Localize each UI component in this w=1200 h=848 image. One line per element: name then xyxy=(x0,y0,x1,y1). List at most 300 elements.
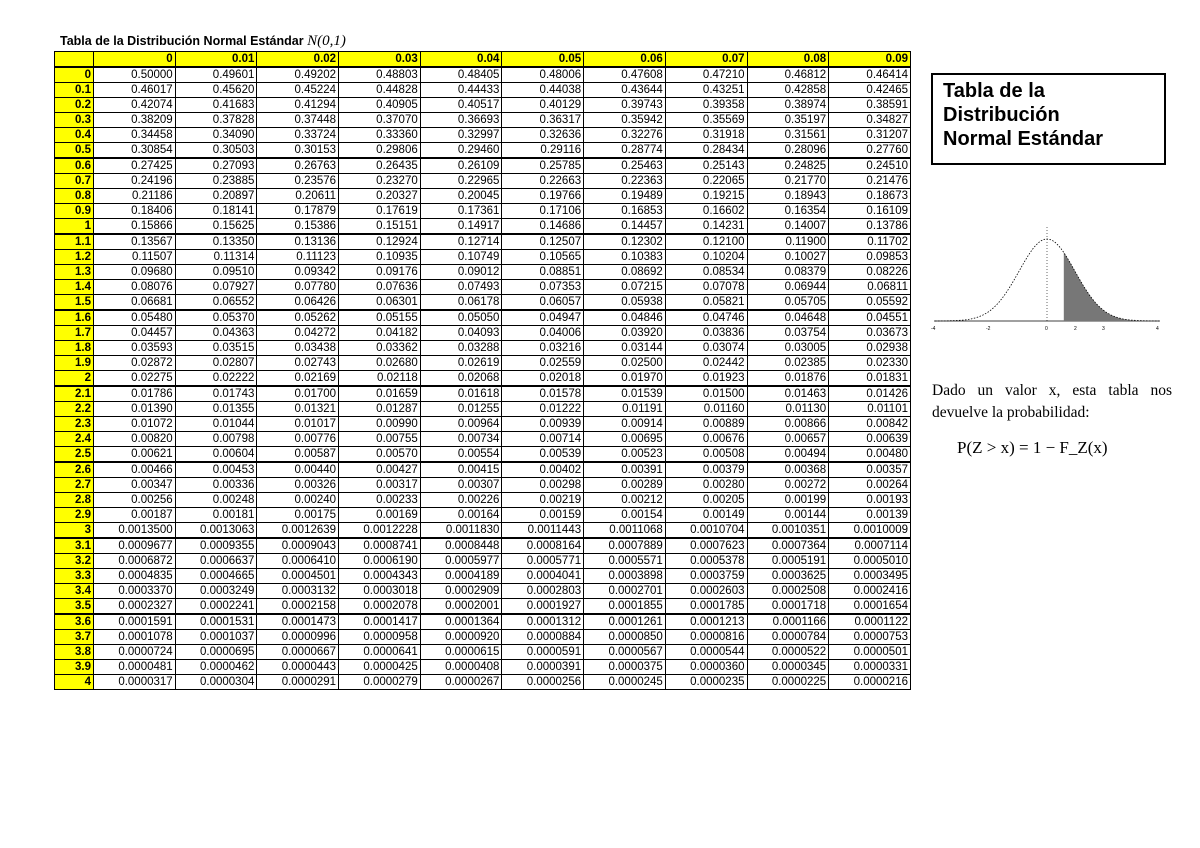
table-cell: 0.00866 xyxy=(747,417,829,432)
table-cell: 0.0000996 xyxy=(257,630,339,645)
row-header: 2.4 xyxy=(55,432,94,447)
table-cell: 0.34827 xyxy=(829,113,911,128)
table-cell: 0.04457 xyxy=(94,326,176,341)
table-cell: 0.01786 xyxy=(94,386,176,402)
table-cell: 0.0003370 xyxy=(94,584,176,599)
table-cell: 0.00842 xyxy=(829,417,911,432)
table-cell: 0.44433 xyxy=(420,83,502,98)
table-row xyxy=(55,599,911,615)
row-header: 2.2 xyxy=(55,402,94,417)
table-cell: 0.0004189 xyxy=(420,569,502,584)
table-cell: 0.0002508 xyxy=(747,584,829,599)
table-cell: 0.09510 xyxy=(175,265,257,280)
table-cell: 0.0000501 xyxy=(829,645,911,660)
row-header: 3.9 xyxy=(55,660,94,675)
table-cell: 0.00280 xyxy=(665,478,747,493)
svg-text:-2: -2 xyxy=(986,326,991,332)
table-cell: 0.01426 xyxy=(829,386,911,402)
table-cell: 0.09176 xyxy=(339,265,421,280)
table-cell: 0.0005977 xyxy=(420,554,502,569)
table-cell: 0.23270 xyxy=(339,174,421,189)
table-cell: 0.29460 xyxy=(420,143,502,159)
table-cell: 0.0000267 xyxy=(420,675,502,690)
table-cell: 0.15625 xyxy=(175,219,257,235)
row-header: 3.2 xyxy=(55,554,94,569)
table-cell: 0.00149 xyxy=(665,508,747,523)
table-row xyxy=(55,98,911,113)
table-cell: 0.00914 xyxy=(584,417,666,432)
table-cell: 0.00181 xyxy=(175,508,257,523)
table-cell: 0.0000753 xyxy=(829,630,911,645)
row-header: 1.6 xyxy=(55,310,94,326)
table-cell: 0.0005378 xyxy=(665,554,747,569)
table-cell: 0.0001078 xyxy=(94,630,176,645)
table-cell: 0.15866 xyxy=(94,219,176,235)
table-cell: 0.27425 xyxy=(94,158,176,174)
table-cell: 0.30153 xyxy=(257,143,339,159)
table-cell: 0.00379 xyxy=(665,462,747,478)
table-cell: 0.0002701 xyxy=(584,584,666,599)
column-header: 0.09 xyxy=(829,52,911,68)
table-cell: 0.00144 xyxy=(747,508,829,523)
table-cell: 0.05705 xyxy=(747,295,829,311)
table-cell: 0.11900 xyxy=(747,234,829,250)
row-header: 1.7 xyxy=(55,326,94,341)
svg-text:4: 4 xyxy=(1156,326,1159,332)
table-cell: 0.0006637 xyxy=(175,554,257,569)
table-cell: 0.0001718 xyxy=(747,599,829,615)
table-cell: 0.01390 xyxy=(94,402,176,417)
table-cell: 0.07636 xyxy=(339,280,421,295)
table-row xyxy=(55,508,911,523)
table-cell: 0.0001473 xyxy=(257,614,339,630)
normal-notation: N(0,1) xyxy=(307,33,346,49)
table-cell: 0.0000443 xyxy=(257,660,339,675)
table-cell: 0.01222 xyxy=(502,402,584,417)
row-header: 2.5 xyxy=(55,447,94,463)
row-group xyxy=(55,386,911,462)
table-cell: 0.07078 xyxy=(665,280,747,295)
row-header: 3.6 xyxy=(55,614,94,630)
table-cell: 0.42858 xyxy=(747,83,829,98)
table-cell: 0.0000695 xyxy=(175,645,257,660)
table-row xyxy=(55,174,911,189)
table-row xyxy=(55,630,911,645)
table-row xyxy=(55,128,911,143)
row-header: 1.9 xyxy=(55,356,94,371)
table-cell: 0.0003625 xyxy=(747,569,829,584)
table-cell: 0.24825 xyxy=(747,158,829,174)
table-cell: 0.09342 xyxy=(257,265,339,280)
probability-formula: P(Z > x) = 1 − F_Z(x) xyxy=(957,438,1108,457)
table-cell: 0.10935 xyxy=(339,250,421,265)
table-cell: 0.12714 xyxy=(420,234,502,250)
table-cell: 0.03754 xyxy=(747,326,829,341)
table-cell: 0.10027 xyxy=(747,250,829,265)
table-cell: 0.00264 xyxy=(829,478,911,493)
table-cell: 0.0000225 xyxy=(747,675,829,690)
table-cell: 0.01463 xyxy=(747,386,829,402)
row-header: 1 xyxy=(55,219,94,235)
row-header: 0.3 xyxy=(55,113,94,128)
table-cell: 0.0010704 xyxy=(665,523,747,539)
table-row xyxy=(55,83,911,98)
table-cell: 0.00272 xyxy=(747,478,829,493)
table-cell: 0.33724 xyxy=(257,128,339,143)
column-header: 0.04 xyxy=(420,52,502,68)
table-cell: 0.00427 xyxy=(339,462,421,478)
table-cell: 0.16109 xyxy=(829,204,911,219)
table-cell: 0.01017 xyxy=(257,417,339,432)
table-cell: 0.22363 xyxy=(584,174,666,189)
table-cell: 0.01618 xyxy=(420,386,502,402)
table-cell: 0.02222 xyxy=(175,371,257,387)
table-cell: 0.00248 xyxy=(175,493,257,508)
table-cell: 0.32636 xyxy=(502,128,584,143)
table-cell: 0.0008448 xyxy=(420,538,502,554)
row-group xyxy=(55,67,911,158)
table-cell: 0.02743 xyxy=(257,356,339,371)
table-cell: 0.28434 xyxy=(665,143,747,159)
table-cell: 0.02938 xyxy=(829,341,911,356)
table-cell: 0.0001591 xyxy=(94,614,176,630)
table-cell: 0.0002158 xyxy=(257,599,339,615)
row-header: 1.3 xyxy=(55,265,94,280)
table-cell: 0.00604 xyxy=(175,447,257,463)
table-row xyxy=(55,538,911,554)
table-cell: 0.32276 xyxy=(584,128,666,143)
table-cell: 0.10204 xyxy=(665,250,747,265)
table-cell: 0.0009355 xyxy=(175,538,257,554)
table-cell: 0.0005771 xyxy=(502,554,584,569)
table-cell: 0.11123 xyxy=(257,250,339,265)
table-cell: 0.12302 xyxy=(584,234,666,250)
table-cell: 0.00798 xyxy=(175,432,257,447)
table-cell: 0.05370 xyxy=(175,310,257,326)
table-cell: 0.31918 xyxy=(665,128,747,143)
table-cell: 0.06944 xyxy=(747,280,829,295)
table-cell: 0.05938 xyxy=(584,295,666,311)
table-cell: 0.02330 xyxy=(829,356,911,371)
table-cell: 0.0003249 xyxy=(175,584,257,599)
table-row xyxy=(55,569,911,584)
table-cell: 0.00523 xyxy=(584,447,666,463)
table-cell: 0.00256 xyxy=(94,493,176,508)
table-cell: 0.0003898 xyxy=(584,569,666,584)
table-cell: 0.0000291 xyxy=(257,675,339,690)
table-cell: 0.00453 xyxy=(175,462,257,478)
table-cell: 0.03288 xyxy=(420,341,502,356)
table-cell: 0.41294 xyxy=(257,98,339,113)
table-cell: 0.0011068 xyxy=(584,523,666,539)
table-cell: 0.0000245 xyxy=(584,675,666,690)
row-group xyxy=(55,614,911,690)
table-cell: 0.01044 xyxy=(175,417,257,432)
table-cell: 0.0000591 xyxy=(502,645,584,660)
table-cell: 0.07927 xyxy=(175,280,257,295)
table-row xyxy=(55,660,911,675)
table-cell: 0.04272 xyxy=(257,326,339,341)
table-cell: 0.0013063 xyxy=(175,523,257,539)
row-header: 3.1 xyxy=(55,538,94,554)
table-cell: 0.01700 xyxy=(257,386,339,402)
row-header: 3.7 xyxy=(55,630,94,645)
table-cell: 0.04363 xyxy=(175,326,257,341)
table-cell: 0.26109 xyxy=(420,158,502,174)
table-cell: 0.00193 xyxy=(829,493,911,508)
row-header: 0.8 xyxy=(55,189,94,204)
table-cell: 0.0005571 xyxy=(584,554,666,569)
table-cell: 0.00289 xyxy=(584,478,666,493)
table-cell: 0.01255 xyxy=(420,402,502,417)
table-cell: 0.0000331 xyxy=(829,660,911,675)
table-cell: 0.0000360 xyxy=(665,660,747,675)
table-row xyxy=(55,523,911,539)
table-cell: 0.00226 xyxy=(420,493,502,508)
table-cell: 0.22065 xyxy=(665,174,747,189)
table-cell: 0.35197 xyxy=(747,113,829,128)
table-cell: 0.31561 xyxy=(747,128,829,143)
table-cell: 0.40905 xyxy=(339,98,421,113)
table-cell: 0.00307 xyxy=(420,478,502,493)
table-cell: 0.02275 xyxy=(94,371,176,387)
table-cell: 0.26763 xyxy=(257,158,339,174)
table-row xyxy=(55,189,911,204)
column-header: 0.03 xyxy=(339,52,421,68)
table-cell: 0.16602 xyxy=(665,204,747,219)
table-cell: 0.00154 xyxy=(584,508,666,523)
table-cell: 0.05592 xyxy=(829,295,911,311)
table-cell: 0.0000567 xyxy=(584,645,666,660)
table-row xyxy=(55,493,911,508)
table-row xyxy=(55,143,911,159)
table-cell: 0.00205 xyxy=(665,493,747,508)
table-cell: 0.0001312 xyxy=(502,614,584,630)
table-cell: 0.0010009 xyxy=(829,523,911,539)
table-cell: 0.32997 xyxy=(420,128,502,143)
table-row xyxy=(55,234,911,250)
table-cell: 0.0007114 xyxy=(829,538,911,554)
table-cell: 0.07493 xyxy=(420,280,502,295)
table-cell: 0.06178 xyxy=(420,295,502,311)
table-cell: 0.12924 xyxy=(339,234,421,250)
normal-curve-plot xyxy=(928,210,1168,340)
table-cell: 0.0007889 xyxy=(584,538,666,554)
table-cell: 0.02068 xyxy=(420,371,502,387)
table-row xyxy=(55,554,911,569)
table-cell: 0.0003495 xyxy=(829,569,911,584)
table-cell: 0.18141 xyxy=(175,204,257,219)
table-cell: 0.0000235 xyxy=(665,675,747,690)
row-header: 1.2 xyxy=(55,250,94,265)
table-cell: 0.0011443 xyxy=(502,523,584,539)
table-cell: 0.03438 xyxy=(257,341,339,356)
table-cell: 0.0002603 xyxy=(665,584,747,599)
table-cell: 0.28096 xyxy=(747,143,829,159)
table-cell: 0.00714 xyxy=(502,432,584,447)
plot-ticks xyxy=(931,326,1159,332)
svg-text:-4: -4 xyxy=(931,326,936,332)
table-row xyxy=(55,447,911,463)
table-cell: 0.07353 xyxy=(502,280,584,295)
table-cell: 0.00990 xyxy=(339,417,421,432)
table-row xyxy=(55,417,911,432)
table-cell: 0.00219 xyxy=(502,493,584,508)
row-header: 3.5 xyxy=(55,599,94,615)
table-cell: 0.13786 xyxy=(829,219,911,235)
table-cell: 0.00298 xyxy=(502,478,584,493)
row-group xyxy=(55,462,911,538)
table-cell: 0.0001261 xyxy=(584,614,666,630)
table-cell: 0.43251 xyxy=(665,83,747,98)
row-header: 0.7 xyxy=(55,174,94,189)
table-cell: 0.12507 xyxy=(502,234,584,250)
table-title xyxy=(60,33,346,50)
table-cell: 0.0000462 xyxy=(175,660,257,675)
table-cell: 0.00139 xyxy=(829,508,911,523)
table-cell: 0.0004343 xyxy=(339,569,421,584)
table-cell: 0.14231 xyxy=(665,219,747,235)
table-cell: 0.0000784 xyxy=(747,630,829,645)
table-cell: 0.40517 xyxy=(420,98,502,113)
table-cell: 0.02500 xyxy=(584,356,666,371)
table-cell: 0.40129 xyxy=(502,98,584,113)
table-row xyxy=(55,158,911,174)
table-cell: 0.0000425 xyxy=(339,660,421,675)
side-title-line: Normal Estándar xyxy=(943,128,1104,150)
table-cell: 0.35942 xyxy=(584,113,666,128)
table-cell: 0.18406 xyxy=(94,204,176,219)
table-cell: 0.04846 xyxy=(584,310,666,326)
svg-text:0: 0 xyxy=(1045,326,1048,332)
table-cell: 0.00889 xyxy=(665,417,747,432)
table-cell: 0.01072 xyxy=(94,417,176,432)
table-cell: 0.37448 xyxy=(257,113,339,128)
table-cell: 0.0012228 xyxy=(339,523,421,539)
table-cell: 0.00169 xyxy=(339,508,421,523)
table-cell: 0.29116 xyxy=(502,143,584,159)
table-cell: 0.23885 xyxy=(175,174,257,189)
table-cell: 0.18673 xyxy=(829,189,911,204)
table-cell: 0.00508 xyxy=(665,447,747,463)
table-cell: 0.15151 xyxy=(339,219,421,235)
table-cell: 0.08692 xyxy=(584,265,666,280)
table-cell: 0.0001122 xyxy=(829,614,911,630)
table-row xyxy=(55,341,911,356)
table-cell: 0.0005010 xyxy=(829,554,911,569)
table-cell: 0.03673 xyxy=(829,326,911,341)
table-cell: 0.36317 xyxy=(502,113,584,128)
table-cell: 0.04182 xyxy=(339,326,421,341)
table-cell: 0.10749 xyxy=(420,250,502,265)
table-cell: 0.0012639 xyxy=(257,523,339,539)
table-cell: 0.00440 xyxy=(257,462,339,478)
table-cell: 0.01876 xyxy=(747,371,829,387)
table-row xyxy=(55,462,911,478)
table-cell: 0.14686 xyxy=(502,219,584,235)
table-cell: 0.16853 xyxy=(584,204,666,219)
table-cell: 0.46414 xyxy=(829,67,911,83)
table-cell: 0.00639 xyxy=(829,432,911,447)
table-cell: 0.0000345 xyxy=(747,660,829,675)
table-cell: 0.00357 xyxy=(829,462,911,478)
table-cell: 0.0004041 xyxy=(502,569,584,584)
table-row xyxy=(55,67,911,83)
table-cell: 0.14457 xyxy=(584,219,666,235)
table-cell: 0.00587 xyxy=(257,447,339,463)
table-cell: 0.48405 xyxy=(420,67,502,83)
table-cell: 0.03836 xyxy=(665,326,747,341)
row-header: 3.3 xyxy=(55,569,94,584)
table-cell: 0.16354 xyxy=(747,204,829,219)
table-cell: 0.22663 xyxy=(502,174,584,189)
table-title-text: Tabla de la Distribución Normal Estándar xyxy=(60,34,304,48)
row-header: 2.9 xyxy=(55,508,94,523)
table-cell: 0.15386 xyxy=(257,219,339,235)
row-header: 2.8 xyxy=(55,493,94,508)
column-header: 0.08 xyxy=(747,52,829,68)
table-cell: 0.07780 xyxy=(257,280,339,295)
table-cell: 0.06057 xyxy=(502,295,584,311)
table-cell: 0.00480 xyxy=(829,447,911,463)
table-cell: 0.23576 xyxy=(257,174,339,189)
table-cell: 0.06681 xyxy=(94,295,176,311)
column-header: 0.05 xyxy=(502,52,584,68)
table-cell: 0.05480 xyxy=(94,310,176,326)
table-cell: 0.17879 xyxy=(257,204,339,219)
normal-distribution-table xyxy=(54,51,911,690)
table-cell: 0.00964 xyxy=(420,417,502,432)
table-cell: 0.00695 xyxy=(584,432,666,447)
table-cell: 0.00175 xyxy=(257,508,339,523)
table-cell: 0.01500 xyxy=(665,386,747,402)
table-cell: 0.0000216 xyxy=(829,675,911,690)
column-header: 0.06 xyxy=(584,52,666,68)
table-cell: 0.00368 xyxy=(747,462,829,478)
table-cell: 0.0000304 xyxy=(175,675,257,690)
table-cell: 0.20045 xyxy=(420,189,502,204)
table-cell: 0.44038 xyxy=(502,83,584,98)
table-cell: 0.02807 xyxy=(175,356,257,371)
table-cell: 0.0000408 xyxy=(420,660,502,675)
table-row xyxy=(55,204,911,219)
table-cell: 0.30854 xyxy=(94,143,176,159)
table-cell: 0.25785 xyxy=(502,158,584,174)
table-cell: 0.0001531 xyxy=(175,614,257,630)
header-row xyxy=(55,52,911,68)
table-cell: 0.38591 xyxy=(829,98,911,113)
table-cell: 0.45224 xyxy=(257,83,339,98)
table-cell: 0.20897 xyxy=(175,189,257,204)
table-cell: 0.04551 xyxy=(829,310,911,326)
table-cell: 0.0006410 xyxy=(257,554,339,569)
table-cell: 0.0009677 xyxy=(94,538,176,554)
table-cell: 0.0008741 xyxy=(339,538,421,554)
table-cell: 0.09012 xyxy=(420,265,502,280)
table-cell: 0.11507 xyxy=(94,250,176,265)
table-cell: 0.34090 xyxy=(175,128,257,143)
table-cell: 0.10565 xyxy=(502,250,584,265)
table-cell: 0.00466 xyxy=(94,462,176,478)
row-header: 3 xyxy=(55,523,94,539)
table-cell: 0.03920 xyxy=(584,326,666,341)
table-row xyxy=(55,584,911,599)
table-cell: 0.0003018 xyxy=(339,584,421,599)
table-cell: 0.01539 xyxy=(584,386,666,402)
table-cell: 0.47608 xyxy=(584,67,666,83)
table-cell: 0.0001855 xyxy=(584,599,666,615)
table-cell: 0.00734 xyxy=(420,432,502,447)
